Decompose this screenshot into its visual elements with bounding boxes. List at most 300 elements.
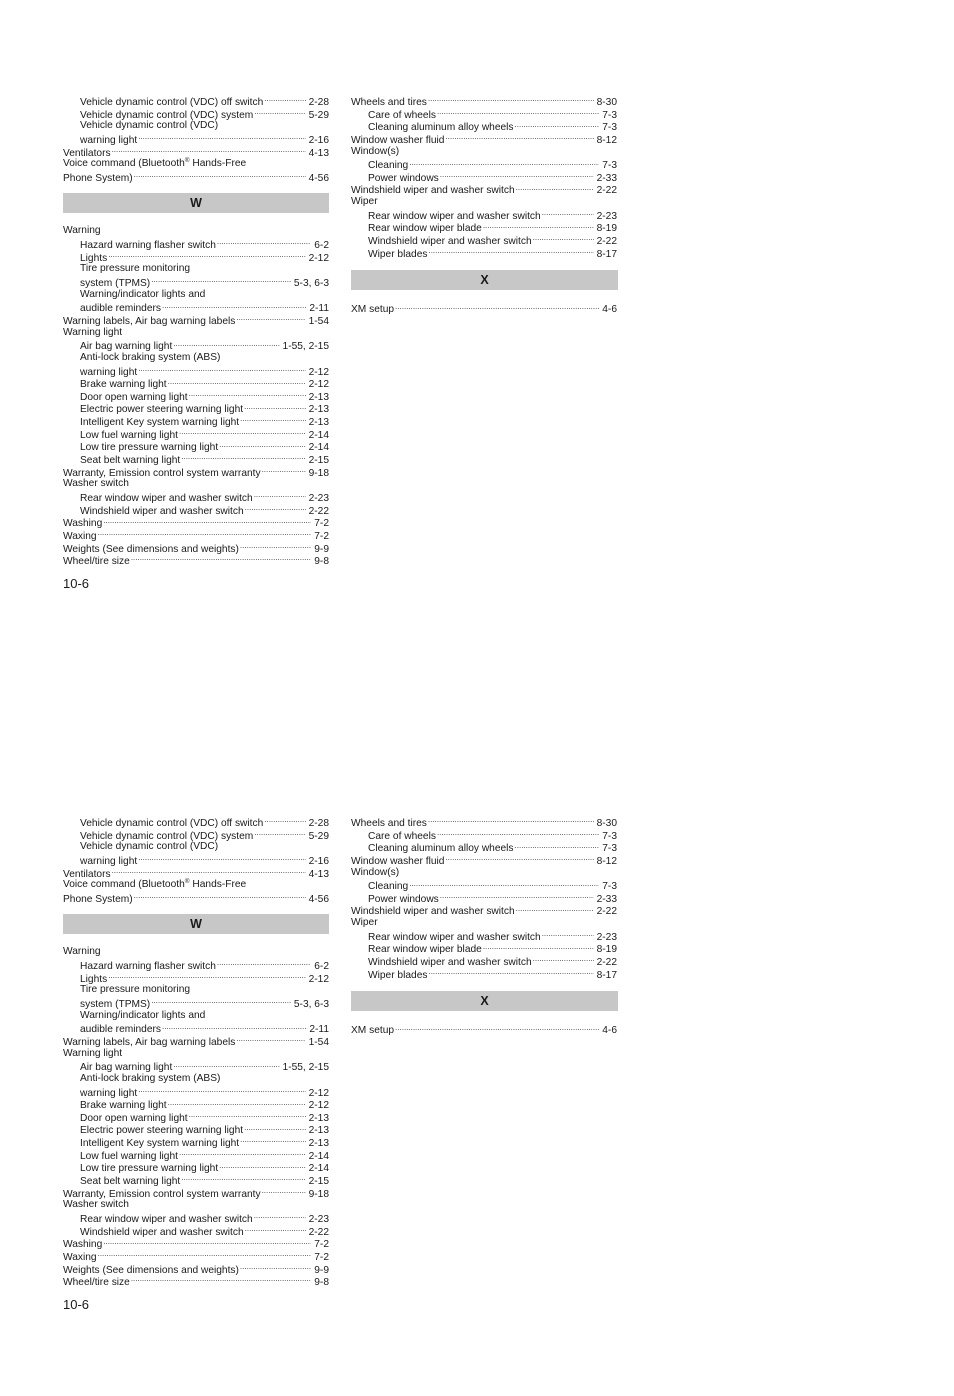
index-entry [63,453,329,466]
dot-leader [181,453,305,463]
dot-leader [103,1237,311,1247]
dot-leader [108,972,305,982]
entry-page-ref: 4-56 [308,893,329,905]
entry-text [63,879,246,892]
dot-leader [189,1111,306,1121]
index-entry [351,120,617,133]
dot-leader [437,829,599,839]
entry-text: Door open warning light [80,1112,188,1124]
entry-page-ref: 9-18 [308,1188,329,1200]
entry-text: Waxing [63,530,97,542]
entries-x [351,1023,617,1036]
index-entry [63,276,329,289]
entry-page-ref: 2-23 [308,492,329,504]
entry-text: Warning [63,225,101,237]
entry-page-ref: 8-12 [596,134,617,146]
dot-leader [245,504,306,514]
index-entry [351,942,617,955]
entry-text: Electric power steering warning light [80,404,244,416]
dot-leader [131,554,311,564]
registered-mark: ® [184,157,190,165]
index-entry [63,1263,329,1276]
dot-leader [445,854,593,864]
section-header-x: X [351,270,618,290]
entry-text: Wheel/tire size [63,556,130,568]
dot-leader [108,251,305,261]
dot-leader [179,428,306,438]
entry-text-part: Hands-Free [189,158,247,170]
entry-page-ref: 7-2 [314,1251,329,1263]
index-entry [63,339,329,352]
entry-text: Anti-lock braking system (ABS) [80,351,221,363]
dot-leader [483,942,594,952]
dot-leader [112,867,306,877]
entry-page-ref: 7-3 [602,122,617,134]
entry-text: Low tire pressure warning light [80,442,219,454]
index-entry [63,1275,329,1288]
dot-leader [98,529,312,539]
registered-mark: ® [184,878,190,886]
entry-page-ref: 2-33 [596,172,617,184]
entry-text: Window(s) [351,866,400,878]
entry-text: warning light [80,1087,138,1099]
entry-text: Waxing [63,1251,97,1263]
entries-v-continued [63,816,329,904]
entry-text: Hazard warning flasher switch [80,240,216,252]
entry-page-ref: 6-2 [314,240,329,252]
entry-text: XM setup [351,1025,395,1037]
dot-leader [516,904,594,914]
dot-leader [138,365,305,375]
dot-leader [162,1022,306,1032]
entry-text-part: Voice command (Bluetooth [63,158,185,170]
entry-page-ref: 2-12 [308,379,329,391]
dot-leader [138,1086,305,1096]
entry-text: Wheel/tire size [63,1277,130,1289]
entry-text: Windshield wiper and washer switch [80,1226,244,1238]
entry-text: Phone System) [63,893,133,905]
entry-text: Wheels and tires [351,818,427,829]
index-entry [63,466,329,479]
entry-page-ref: 8-30 [596,818,617,829]
entry-text: Warning/indicator lights and [80,1009,206,1021]
entry-page-ref: 1-55, 2-15 [282,1062,329,1074]
entry-text: Wiper blades [368,969,428,981]
index-entry [63,1035,329,1048]
index-entry [63,1237,329,1250]
entry-text: audible reminders [80,303,161,315]
entry-text: Rear window wiper and washer switch [368,210,541,222]
entry-text: Phone System) [63,172,133,184]
entry-page-ref: 2-16 [308,134,329,146]
entry-page-ref: 7-3 [602,843,617,855]
entry-text: Vehicle dynamic control (VDC) [80,120,219,132]
entry-text: Anti-lock braking system (ABS) [80,1072,221,1084]
entry-page-ref: 2-11 [309,303,329,315]
entry-page-ref: 5-29 [308,109,329,121]
index-entry [63,491,329,504]
dot-leader [236,1035,305,1045]
entry-text: Seat belt warning light [80,455,181,467]
dot-leader [244,1123,306,1133]
section-header-w: W [63,193,329,213]
index-entry [63,263,329,276]
entry-text [63,158,246,171]
dot-leader [131,1275,311,1285]
entry-text: Rear window wiper and washer switch [368,931,541,943]
index-entry [63,146,329,159]
entry-page-ref: 2-13 [308,417,329,429]
dot-leader [173,339,279,349]
entry-page-ref: 4-6 [602,304,617,316]
entries-x [351,302,617,315]
index-entry [351,854,617,867]
index-entry [63,133,329,146]
index-entry [63,1098,329,1111]
index-entry [63,946,329,959]
dot-leader [244,402,306,412]
entry-page-ref: 2-14 [308,1150,329,1162]
entry-page-ref: 2-12 [308,366,329,378]
entry-text: Power windows [368,172,439,184]
entry-page-ref: 2-28 [308,818,329,829]
entry-page-ref: 8-12 [596,855,617,867]
dot-leader [428,95,594,105]
index-entry [63,301,329,314]
right-column [351,95,617,315]
dot-leader [151,276,291,286]
entries-w [63,946,329,1287]
dot-leader [542,930,594,940]
index-entry [63,1060,329,1073]
entry-page-ref: 5-3, 6-3 [293,999,329,1011]
entry-page-ref: 7-3 [602,830,617,842]
entry-page-ref: 2-23 [596,210,617,222]
entry-text: Wiper [351,917,378,929]
entry-text: system (TPMS) [80,999,151,1011]
dot-leader [515,841,600,851]
entry-page-ref: 7-3 [602,160,617,172]
index-entry [351,841,617,854]
entry-text: Windshield wiper and washer switch [80,505,244,517]
entry-text: Wiper [351,196,378,208]
dot-leader [168,1098,306,1108]
index-entry [63,1149,329,1162]
entry-text: Wheels and tires [351,97,427,108]
dot-leader [254,108,305,118]
entry-page-ref: 2-22 [596,185,617,197]
dot-leader [162,301,306,311]
entry-text: Wiper blades [368,248,428,260]
dot-leader [254,491,306,501]
entry-page-ref: 9-8 [314,556,329,568]
index-entry [63,1111,329,1124]
entry-text: Vehicle dynamic control (VDC) [80,841,219,853]
entry-page-ref: 2-15 [308,1176,329,1188]
entry-text: Tire pressure monitoring [80,263,191,275]
entry-page-ref: 7-2 [314,530,329,542]
entry-text: Warranty, Emission control system warranty [63,1188,261,1200]
index-entry [63,997,329,1010]
entry-text: Low tire pressure warning light [80,1163,219,1175]
dot-leader [262,466,306,476]
entry-text: Warranty, Emission control system warranty [63,467,261,479]
entry-text: warning light [80,855,138,867]
entry-text: Washer switch [63,1199,129,1211]
entry-page-ref: 4-13 [308,868,329,880]
index-entry [351,247,617,260]
entry-text: Washing [63,518,103,530]
entry-page-ref: 9-18 [308,467,329,479]
dot-leader [515,120,600,130]
entries-w-continued [351,816,617,980]
entry-page-ref: 2-16 [308,855,329,867]
entry-text: Cleaning aluminum alloy wheels [368,122,514,134]
entries-w [63,225,329,566]
dot-leader [240,1263,311,1273]
dot-leader [138,854,305,864]
index-entry [63,289,329,302]
entry-text: Warning/indicator lights and [80,288,206,300]
entry-text: Warning labels, Air bag warning labels [63,315,236,327]
dot-leader [103,516,311,526]
entry-page-ref: 8-30 [596,97,617,108]
dot-leader [112,146,306,156]
dot-leader [533,955,594,965]
index-entry [63,365,329,378]
entry-text: Cleaning aluminum alloy wheels [368,843,514,855]
index-entry [63,1225,329,1238]
entry-text: Vehicle dynamic control (VDC) system [80,109,254,121]
entry-text: Rear window wiper blade [368,223,482,235]
dot-leader [179,1149,306,1159]
dot-leader [219,1161,305,1171]
index-entry [351,95,617,108]
index-entry [63,377,329,390]
entry-text: Vehicle dynamic control (VDC) system [80,830,254,842]
index-entry [63,1022,329,1035]
page-number: 10-6 [63,576,90,591]
entry-text: Warning light [63,1047,123,1059]
index-entry [63,841,329,854]
entry-page-ref: 4-6 [602,1025,617,1037]
entry-text: Rear window wiper blade [368,944,482,956]
entry-text: Warning light [63,326,123,338]
dot-leader [189,390,306,400]
entry-page-ref: 2-12 [308,252,329,264]
dot-leader [240,1136,305,1146]
entry-text: Cleaning [368,881,409,893]
index-entry [63,251,329,264]
entry-page-ref: 2-33 [596,893,617,905]
entry-text: audible reminders [80,1024,161,1036]
entry-page-ref: 9-9 [314,1264,329,1276]
dot-leader [440,171,594,181]
dot-leader [245,1225,306,1235]
entry-page-ref: 2-22 [596,957,617,969]
entry-page-ref: 2-12 [308,1087,329,1099]
section-header-x: X [351,991,618,1011]
entry-text: Air bag warning light [80,341,173,353]
entry-text: Warning [63,946,101,958]
entry-page-ref: 2-13 [308,1125,329,1137]
left-column [63,95,329,567]
entry-page-ref: 2-22 [308,1226,329,1238]
entry-text: system (TPMS) [80,278,151,290]
entry-text: Cleaning [368,160,409,172]
index-entry [63,171,329,184]
index-entry [63,867,329,880]
index-entry [351,108,617,121]
dot-leader [98,1250,312,1260]
dot-leader [264,95,305,105]
dot-leader [445,133,593,143]
entry-text-part: Voice command (Bluetooth [63,879,185,891]
entry-page-ref: 2-22 [596,906,617,918]
index-entry [351,146,617,159]
entry-page-ref: 6-2 [314,961,329,973]
index-entry [351,133,617,146]
dot-leader [264,816,305,826]
dot-leader [409,158,599,168]
index-entry [63,225,329,238]
index-entry [63,879,329,892]
dot-leader [409,879,599,889]
index-entry [63,158,329,171]
entry-page-ref: 2-23 [308,1213,329,1225]
index-page-top [0,0,954,675]
entry-text: Rear window wiper and washer switch [80,492,253,504]
index-entry [351,904,617,917]
index-entry [351,968,617,981]
dot-leader [440,892,594,902]
index-entry [63,95,329,108]
entry-text: Brake warning light [80,379,167,391]
entry-page-ref: 2-22 [596,236,617,248]
entry-page-ref: 4-13 [308,147,329,159]
index-entry [63,972,329,985]
index-entry [63,314,329,327]
entry-page-ref: 2-28 [308,97,329,108]
entry-text: Ventilators [63,147,111,159]
entry-text: Power windows [368,893,439,905]
entry-text: Warning labels, Air bag warning labels [63,1036,236,1048]
entry-text: Intelligent Key system warning light [80,1138,240,1150]
entry-page-ref: 2-12 [308,973,329,985]
entry-page-ref: 1-55, 2-15 [282,341,329,353]
index-entry [63,108,329,121]
entries-w-continued [351,95,617,259]
entry-page-ref: 2-11 [309,1024,329,1036]
entry-page-ref: 7-2 [314,1239,329,1251]
entry-page-ref: 5-29 [308,830,329,842]
index-entry [351,829,617,842]
entry-page-ref: 2-13 [308,1112,329,1124]
entry-text: warning light [80,366,138,378]
index-entry [351,1023,617,1036]
entry-page-ref: 8-17 [596,248,617,260]
index-entry [63,238,329,251]
right-column [351,816,617,1036]
entry-text-part: Hands-Free [189,879,247,891]
dot-leader [134,892,306,902]
entry-text: Lights [80,973,108,985]
entry-page-ref: 7-2 [314,518,329,530]
dot-leader [437,108,599,118]
entry-text: Windshield wiper and washer switch [368,236,532,248]
index-entry [63,1250,329,1263]
section-header-w: W [63,914,329,934]
entry-text: Air bag warning light [80,1062,173,1074]
entry-text: Lights [80,252,108,264]
index-entry [351,171,617,184]
entry-page-ref: 1-54 [308,1036,329,1048]
entry-text: Ventilators [63,868,111,880]
entry-text: Weights (See dimensions and weights) [63,1264,239,1276]
dot-leader [168,377,306,387]
entry-text: Windshield wiper and washer switch [351,906,515,918]
index-entry [351,234,617,247]
index-entry [351,209,617,222]
entry-page-ref: 2-14 [308,429,329,441]
entry-page-ref: 8-17 [596,969,617,981]
index-entry [63,984,329,997]
index-entry [63,1086,329,1099]
entry-text: Seat belt warning light [80,1176,181,1188]
index-entry [63,402,329,415]
dot-leader [254,829,305,839]
index-entry [63,516,329,529]
entry-text: Vehicle dynamic control (VDC) off switch [80,818,264,829]
entry-text: warning light [80,134,138,146]
index-entry [63,1010,329,1023]
entry-page-ref: 2-14 [308,1163,329,1175]
dot-leader [240,415,305,425]
index-entry [63,529,329,542]
entry-text: Weights (See dimensions and weights) [63,543,239,555]
index-entry [63,504,329,517]
index-page-bottom [0,721,954,1396]
entry-page-ref: 2-13 [308,391,329,403]
index-entry [351,158,617,171]
entry-text: Window washer fluid [351,134,445,146]
index-entry [351,879,617,892]
index-entry [63,390,329,403]
entry-page-ref: 9-9 [314,543,329,555]
index-entry [63,854,329,867]
index-entry [63,1161,329,1174]
entry-text: Door open warning light [80,391,188,403]
dot-leader [542,209,594,219]
entry-page-ref: 2-23 [596,931,617,943]
index-entry [351,221,617,234]
entry-text: Windshield wiper and washer switch [368,957,532,969]
index-entry [351,892,617,905]
entry-page-ref: 2-14 [308,442,329,454]
dot-leader [181,1174,305,1184]
entry-page-ref: 5-3, 6-3 [293,278,329,290]
index-entry [63,1212,329,1225]
page-number: 10-6 [63,1297,90,1312]
index-entry [351,302,617,315]
entry-text: Windshield wiper and washer switch [351,185,515,197]
dot-leader [138,133,305,143]
dot-leader [254,1212,306,1222]
entry-page-ref: 8-19 [596,223,617,235]
entries-v-continued [63,95,329,183]
entry-text: Low fuel warning light [80,429,178,441]
index-entry [63,1123,329,1136]
